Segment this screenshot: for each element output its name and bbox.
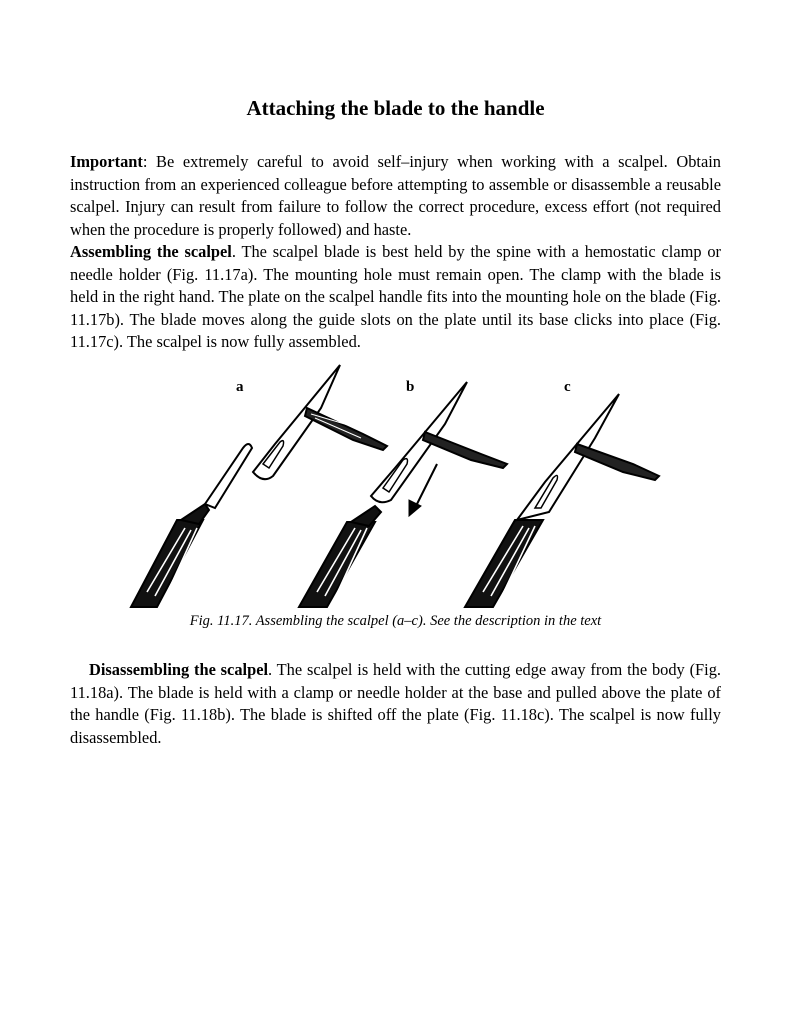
assembling-lead: Assembling the scalpel	[70, 242, 232, 261]
panel-b-handle	[299, 506, 381, 607]
important-lead: Important	[70, 152, 143, 171]
panel-a-blade	[253, 365, 387, 479]
assembling-paragraph	[70, 241, 721, 354]
down-arrow-icon	[409, 464, 437, 516]
important-text: : Be extremely careful to avoid self–injury when working with a scalpel. Obtain instruction from an experienced colleague before attempting to assemble or disassemble a reusable scalpel. Injury can result from failure to follow the correct procedure, excess effort (not required when the procedure is properly followed) and haste.	[70, 152, 721, 239]
panel-label-c: c	[564, 379, 571, 395]
scalpel-assembly-figure	[125, 360, 670, 610]
disassembling-paragraph	[70, 659, 721, 749]
panel-a-handle	[131, 444, 252, 607]
figure-caption: Fig. 11.17. Assembling the scalpel (a–c). See the description in the text	[189, 613, 602, 629]
panel-c-blade	[517, 394, 659, 520]
panel-label-b: b	[406, 379, 415, 395]
panel-c-handle	[465, 520, 543, 607]
assembling-text: . The scalpel blade is best held by the spine with a hemostatic clamp or needle holder (Fig. 11.17a). The mounting hole must remain open. The clamp with the blade is held in the right hand. The plate on the scalpel handle fits into the mounting hole on the blade (Fig. 11.17b). The blade moves along the guide slots on the plate until its base clicks into place (Fig. 11.17c). The scalpel is now fully assembled.	[70, 242, 722, 351]
panel-b-blade	[371, 382, 507, 502]
disassembling-text: . The scalpel is held with the cutting edge away from the body (Fig. 11.18a). The blade is held with a clamp or needle holder at the base and pulled above the plate of the handle (Fig. 11.18b). The blade is shifted off the plate (Fig. 11.18c). The scalpel is now fully disassembled.	[70, 660, 721, 747]
panel-label-a: a	[236, 379, 244, 395]
important-paragraph	[70, 151, 721, 241]
page-title: Attaching the blade to the handle	[246, 96, 545, 120]
disassembling-lead: Disassembling the scalpel	[89, 660, 269, 679]
